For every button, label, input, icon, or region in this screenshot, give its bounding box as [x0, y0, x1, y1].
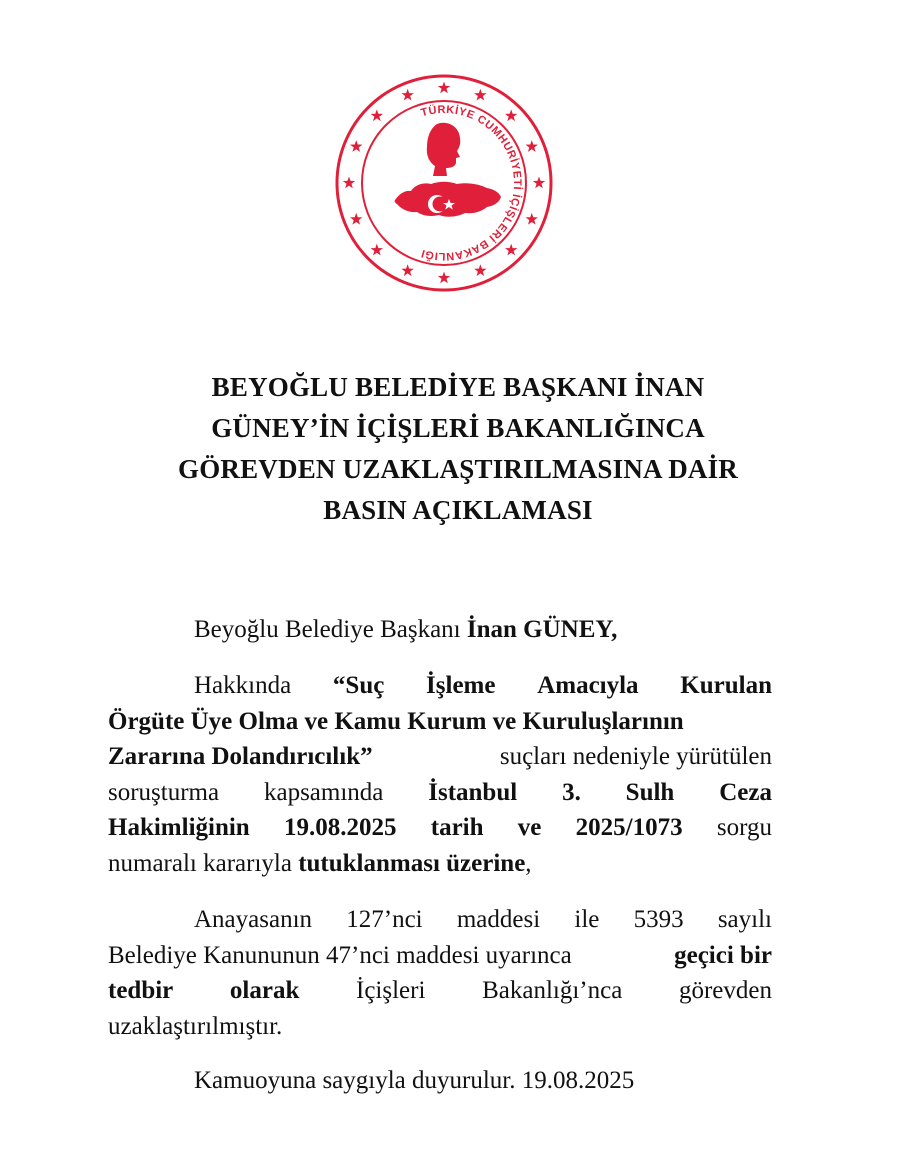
- para2-line-6: [108, 846, 772, 882]
- seal-star-icon: [371, 109, 383, 121]
- seal-star-icon: [474, 89, 486, 101]
- arrest-text: tutuklanması üzerine: [298, 849, 526, 877]
- word: maddesi: [456, 906, 541, 933]
- seal-star-icon: [438, 272, 450, 284]
- word: ile: [574, 906, 600, 933]
- title-line-4: BASIN AÇIKLAMASI: [323, 495, 593, 525]
- para3-line-2: [108, 938, 772, 974]
- seal-star-icon: [350, 140, 362, 152]
- para3-line-1: [108, 902, 772, 938]
- charge-text: Örgüte Üye Olma ve Kamu Kurum ve Kuruluşlarının: [108, 707, 684, 735]
- seal-graphic: [333, 72, 555, 294]
- seal-star-icon: [371, 244, 383, 256]
- document-title: [100, 367, 816, 531]
- word: sorgu: [716, 814, 772, 841]
- word: tedbir: [108, 977, 174, 1004]
- para2-line-4: [108, 775, 772, 811]
- paragraph-decision: [108, 902, 772, 1044]
- text: Belediye Kanununun 47’nci maddesi uyarınca: [108, 941, 578, 969]
- seal-star-icon: [533, 177, 545, 189]
- title-line-1: BEYOĞLU BELEDİYE BAŞKANI İNAN: [211, 372, 705, 402]
- word: İçişleri: [356, 977, 426, 1004]
- title-line-3: GÖREVDEN UZAKLAŞTIRILMASINA DAİR: [178, 454, 738, 484]
- word: Ceza: [719, 778, 772, 806]
- seal-star-icon: [505, 109, 517, 121]
- word: İstanbul: [428, 778, 518, 806]
- seal-star-icon: [526, 213, 538, 225]
- seal-star-icon: [401, 89, 413, 101]
- para2-line-2: [108, 704, 772, 740]
- closing-text: Kamuoyuna saygıyla duyurulur. 19.08.2025: [194, 1067, 635, 1094]
- word: Anayasanın: [194, 906, 313, 933]
- closing-line: [108, 1063, 772, 1099]
- paragraph-investigation: [108, 668, 772, 881]
- para2-line-3: [108, 739, 772, 775]
- text: numaralı kararıyla: [108, 849, 299, 877]
- seal-star-icon: [343, 177, 355, 189]
- seal-star-icon: [350, 213, 362, 225]
- text: ,: [525, 849, 532, 877]
- address-line: [108, 612, 772, 648]
- word: Hakkında: [194, 672, 292, 699]
- para2-line-1: [108, 668, 772, 704]
- word: görevden: [678, 977, 772, 1004]
- word: Amacıyla: [537, 672, 639, 699]
- word: tarih: [430, 814, 484, 841]
- word: ve: [517, 814, 542, 841]
- ministry-seal: [333, 72, 555, 294]
- paragraph-address: [108, 612, 772, 648]
- charge-text-end: Zararına Dolandırıcılık”: [108, 743, 373, 770]
- para3-line-3: [108, 973, 772, 1009]
- seal-star-icon: [474, 264, 486, 276]
- address-lead: Beyoğlu Belediye Başkanı: [194, 616, 467, 643]
- word: 3.: [562, 778, 581, 806]
- para2-line-5: [108, 810, 772, 846]
- text: suçları nedeniyle yürütülen: [493, 743, 772, 770]
- word: 127’nci: [346, 906, 423, 933]
- seal-star-icon: [438, 82, 450, 94]
- word: “Suç: [332, 672, 385, 699]
- word: olarak: [229, 977, 300, 1004]
- word: Sulh: [625, 778, 675, 806]
- word: Bakanlığı’nca: [482, 977, 623, 1004]
- seal-star-icon: [505, 244, 517, 256]
- word: soruşturma: [108, 778, 220, 806]
- seal-star-icon: [526, 140, 538, 152]
- word: İşleme: [426, 672, 496, 699]
- word: sayılı: [717, 906, 772, 933]
- seal-star-icon: [401, 264, 413, 276]
- word: kapsamında: [263, 778, 384, 806]
- mayor-name: İnan GÜNEY,: [466, 616, 618, 643]
- seal-ring-text: TÜRKİYE CUMHURİYETİ İÇİŞLERİ BAKANLIĞI: [419, 103, 524, 263]
- word: 2025/1073: [575, 814, 683, 841]
- word: Hakimliğinin: [108, 814, 250, 841]
- word: 19.08.2025: [283, 814, 397, 841]
- word: Kurulan: [680, 672, 772, 699]
- para3-line-4: uzaklaştırılmıştır.: [108, 1012, 283, 1040]
- word: 5393: [633, 906, 684, 933]
- title-line-2: GÜNEY’İN İÇİŞLERİ BAKANLIĞINCA: [211, 413, 705, 443]
- measure-text: geçici bir: [674, 941, 772, 969]
